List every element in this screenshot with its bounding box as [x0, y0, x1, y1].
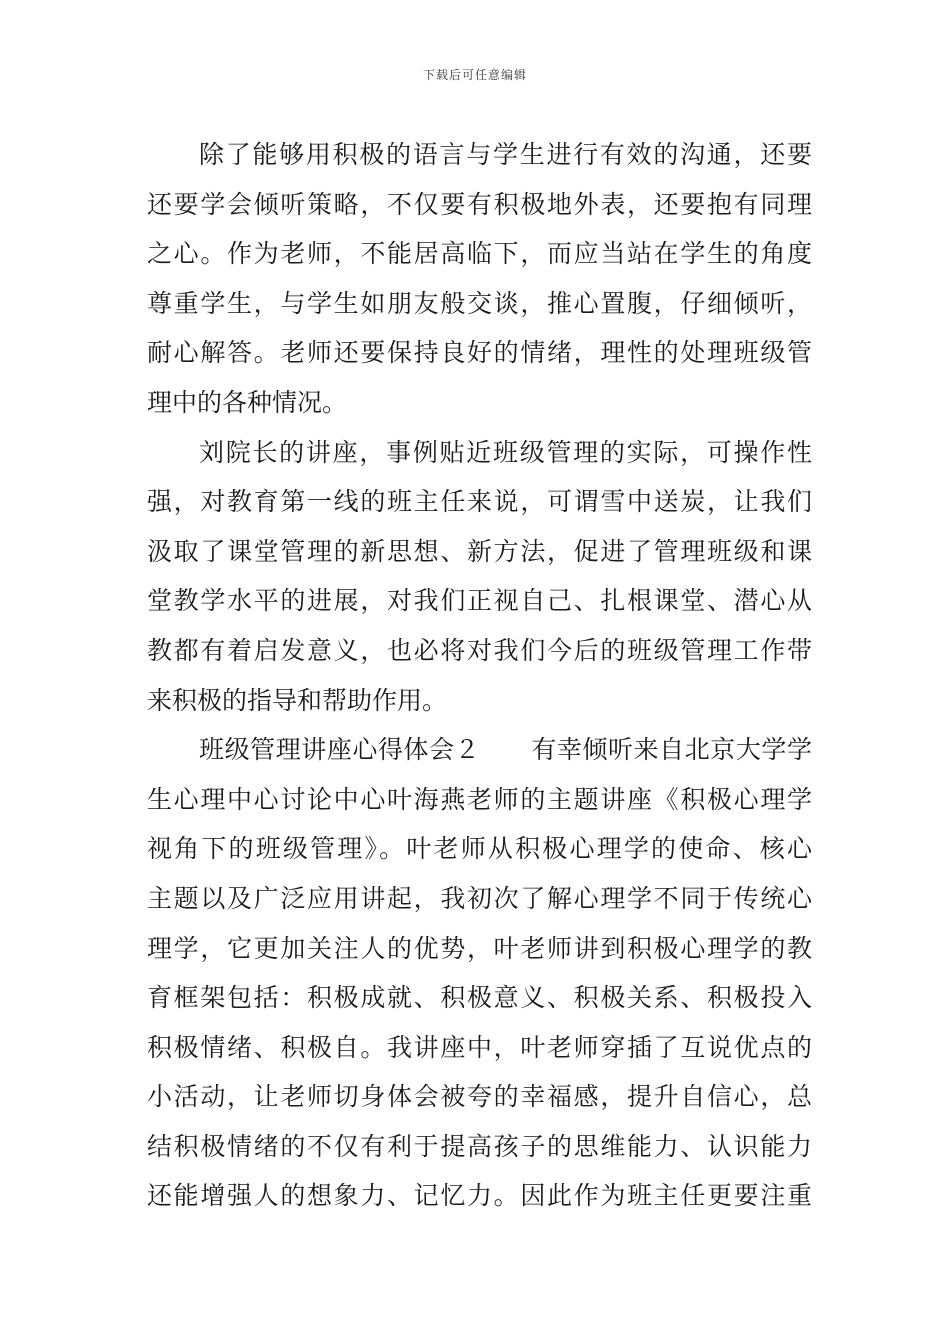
- text-line: 尊重学生，与学生如朋友般交谈，推心置腹，仔细倾听，: [147, 288, 812, 318]
- text-line: 育框架包括：积极成就、积极意义、积极关系、积极投入: [147, 983, 812, 1013]
- page-header-note: 下载后可任意编辑: [422, 68, 527, 82]
- document-body: [147, 130, 812, 1221]
- text-line: 堂教学水平的进展，对我们正视自己、扎根课堂、潜心从: [147, 586, 812, 616]
- text-line: 之心。作为老师，不能居高临下，而应当站在学生的角度: [147, 239, 812, 269]
- text-line: 强，对教育第一线的班主任来说，可谓雪中送炭，让我们: [147, 487, 812, 517]
- text-line: 汲取了课堂管理的新思想、新方法，促进了管理班级和课: [147, 536, 812, 566]
- text-line: 还能增强人的想象力、记忆力。因此作为班主任更要注重: [147, 1181, 812, 1211]
- text-line: 小活动，让老师切身体会被夸的幸福感，提升自信心，总: [147, 1082, 812, 1112]
- text-line: 理中的各种情况。: [147, 387, 348, 417]
- text-line: 来积极的指导和帮助作用。: [147, 685, 448, 715]
- text-line: 除了能够用积极的语言与学生进行有效的沟通，还要: [199, 140, 812, 169]
- text-line: 刘院长的讲座，事例贴近班级管理的实际，可操作性: [199, 437, 812, 467]
- text-line: 理学，它更加关注人的优势，叶老师讲到积极心理学的教: [147, 933, 812, 963]
- text-line: 积极情绪、积极自。我讲座中，叶老师穿插了互说优点的: [147, 1032, 812, 1062]
- text-line: 视角下的班级管理》。叶老师从积极心理学的使命、核心: [147, 834, 812, 864]
- text-line: 还要学会倾听策略，不仅要有积极地外表，还要抱有同理: [147, 189, 812, 219]
- text-line: 结积极情绪的不仅有利于提高孩子的思维能力、认识能力: [147, 1131, 812, 1161]
- text-line: 耐心解答。老师还要保持良好的情绪，理性的处理班级管: [147, 338, 812, 368]
- text-line: 生心理中心讨论中心叶海燕老师的主题讲座《积极心理学: [147, 784, 812, 814]
- text-line: 主题以及广泛应用讲起，我初次了解心理学不同于传统心: [147, 883, 812, 913]
- text-line: 班级管理讲座心得体会２ 有幸倾听来自北京大学学: [199, 735, 812, 765]
- text-line: 教都有着启发意义，也必将对我们今后的班级管理工作带: [147, 635, 812, 665]
